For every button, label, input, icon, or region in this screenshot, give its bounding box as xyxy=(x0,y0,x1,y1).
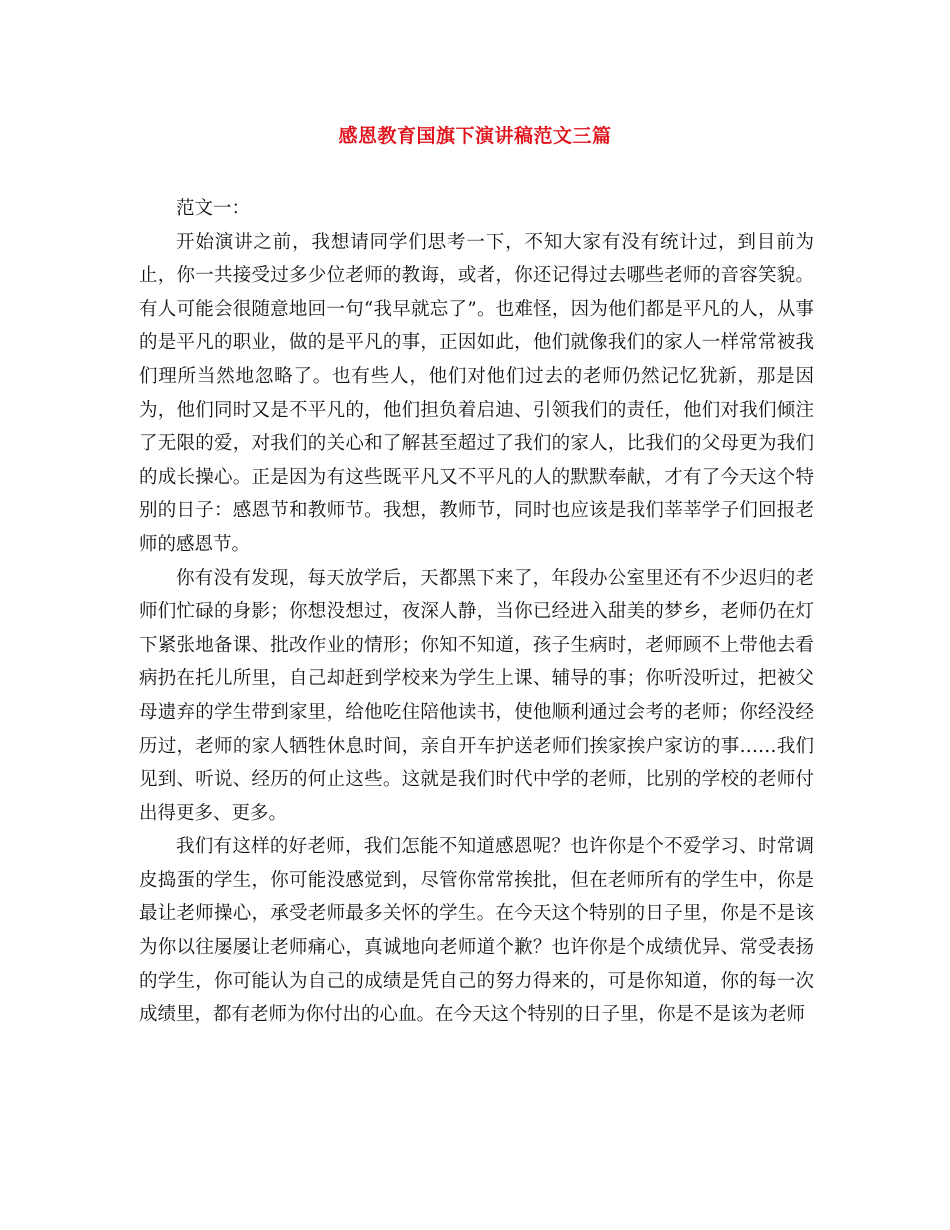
paragraph-2: 你有没有发现，每天放学后，天都黑下来了，年段办公室里还有不少迟归的老师们忙碌的身影；你想没想过，夜深人静，当你已经进入甜美的梦乡，老师仍在灯下紧张地备课、批改作业的情形；你知不知道，孩子生病时，老师顾不上带他去看病扔在托儿所里，自己却赶到学校来为学生上课、辅导的事；你听没听过，把被父母遗弃的学生带到家里，给他吃住陪他读书，使他顺利通过会考的老师；你经没经历过，老师的家人牺牲休息时间，亲自开车护送老师们挨家挨户家访的事……我们见到、听说、经历的何止这些。这就是我们时代中学的老师，比别的学校的老师付出得更多、更多。 xyxy=(139,567,814,824)
section-label: 范文一： xyxy=(176,198,251,219)
document-title: 感恩教育国旗下演讲稿范文三篇 xyxy=(338,125,612,147)
paragraph-1: 开始演讲之前，我想请同学们思考一下，不知大家有没有统计过，到目前为止，你一共接受过多少位老师的教诲，或者，你还记得过去哪些老师的音容笑貌。有人可能会很随意地回一句“我早就忘了”。也难怪，因为他们都是平凡的人，从事的是平凡的职业，做的是平凡的事，正因如此，他们就像我们的家人一样常常被我们理所当然地忽略了。也有些人，他们对他们过去的老师仍然记忆犹新，那是因为，他们同时又是不平凡的，他们担负着启迪、引领我们的责任，他们对我们倾注了无限的爱，对我们的关心和了解甚至超过了我们的家人，比我们的父母更为我们的成长操心。正是因为有这些既平凡又不平凡的人的默默奉献，才有了今天这个特别的日子：感恩节和教师节。我想，教师节，同时也应该是我们莘莘学子们回报老师的感恩节。 xyxy=(139,231,814,555)
paragraph-3: 我们有这样的好老师，我们怎能不知道感恩呢？也许你是个不爱学习、时常调皮捣蛋的学生，你可能没感觉到，尽管你常常挨批，但在老师所有的学生中，你是最让老师操心，承受老师最多关怀的学生。在今天这个特别的日子里，你是不是该为你以往屡屡让老师痛心，真诚地向老师道个歉？也许你是个成绩优异、常受表扬的学生，你可能认为自己的成绩是凭自己的努力得来的，可是你知道，你的每一次成绩里，都有老师为你付出的心血。在今天这个特别的日子里，你是不是该为老师 xyxy=(139,836,814,1026)
document-body xyxy=(139,192,814,1032)
